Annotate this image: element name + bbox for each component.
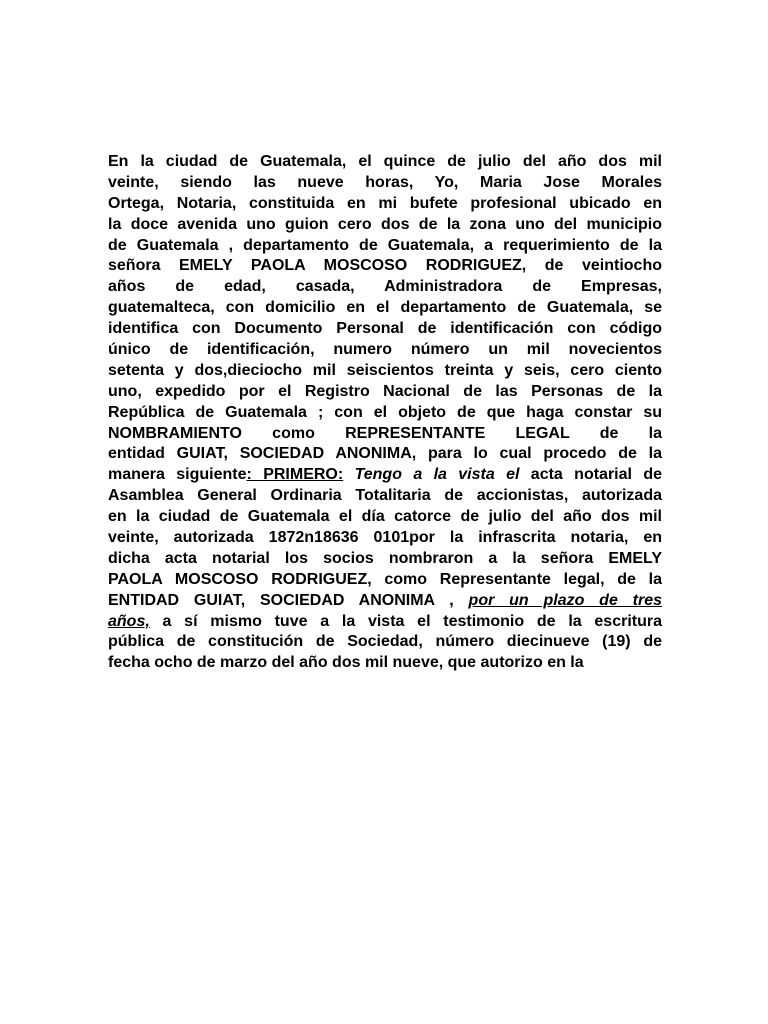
text-line: PAOLA MOSCOSO RODRIGUEZ, como Representante legal, de la (108, 570, 662, 588)
text-line: de Guatemala , departamento de Guatemala, a requerimiento de la (108, 236, 662, 254)
text-line: Asamblea General Ordinaria Totalitaria de accionistas, autorizada (108, 487, 662, 505)
text-line-last: fecha ocho de marzo del año dos mil nueve, que autorizo en la (108, 654, 584, 672)
text-line: setenta y dos,dieciocho mil seiscientos treinta y seis, cero ciento (108, 361, 662, 379)
text-line: entidad GUIAT, SOCIEDAD ANONIMA, para lo cual procedo de la (108, 445, 662, 463)
text-line: guatemalteca, con domicilio en el departamento de Guatemala, se (108, 299, 662, 317)
text-line: años de edad, casada, Administradora de Empresas, (108, 278, 662, 296)
text-line: En la ciudad de Guatemala, el quince de julio del año dos mil (108, 153, 662, 170)
text-run: a sí mismo tuve a la vista el testimonio de la escritura (149, 612, 662, 630)
text-line: único de identificación, numero número un mil novecientos (108, 341, 662, 359)
text-line-anos (108, 612, 662, 633)
text-line: República de Guatemala ; con el objeto de que haga constar su (108, 403, 662, 421)
anos-phrase: años, (108, 612, 150, 630)
text-line: en la ciudad de Guatemala el día catorce de julio del año dos mil (108, 508, 662, 526)
text-line: señora EMELY PAOLA MOSCOSO RODRIGUEZ, de veintiocho (108, 257, 662, 275)
text-line-plazo (108, 591, 662, 612)
text-line: dicha acta notarial los socios nombraron a la señora EMELY (108, 549, 662, 567)
primero-heading: : PRIMERO: (246, 466, 344, 484)
text-line: NOMBRAMIENTO como REPRESENTANTE LEGAL de la (108, 424, 662, 442)
text-line: Ortega, Notaria, constituida en mi bufete profesional ubicado en (108, 194, 662, 212)
text-line: veinte, siendo las nueve horas, Yo, Maria Jose Morales (108, 173, 662, 191)
text-line: pública de constitución de Sociedad, número diecinueve (19) de (108, 633, 662, 651)
plazo-phrase: por un plazo de tres (468, 591, 662, 609)
text-run (343, 466, 354, 483)
notarial-act-text (108, 152, 662, 674)
text-line: veinte, autorizada 1872n18636 0101por la infrascrita notaria, en (108, 529, 662, 547)
italic-phrase: Tengo a la vista el (354, 466, 520, 484)
text-run: acta notarial de (519, 466, 662, 484)
text-run: ENTIDAD GUIAT, SOCIEDAD ANONIMA , (108, 591, 469, 609)
text-line: la doce avenida uno guion cero dos de la zona uno del municipio (108, 215, 662, 233)
text-line-primero (108, 465, 662, 486)
text-line: identifica con Documento Personal de identificación con código (108, 320, 662, 338)
text-run: manera siguiente (108, 466, 247, 484)
text-line: uno, expedido por el Registro Nacional de las Personas de la (108, 382, 662, 400)
